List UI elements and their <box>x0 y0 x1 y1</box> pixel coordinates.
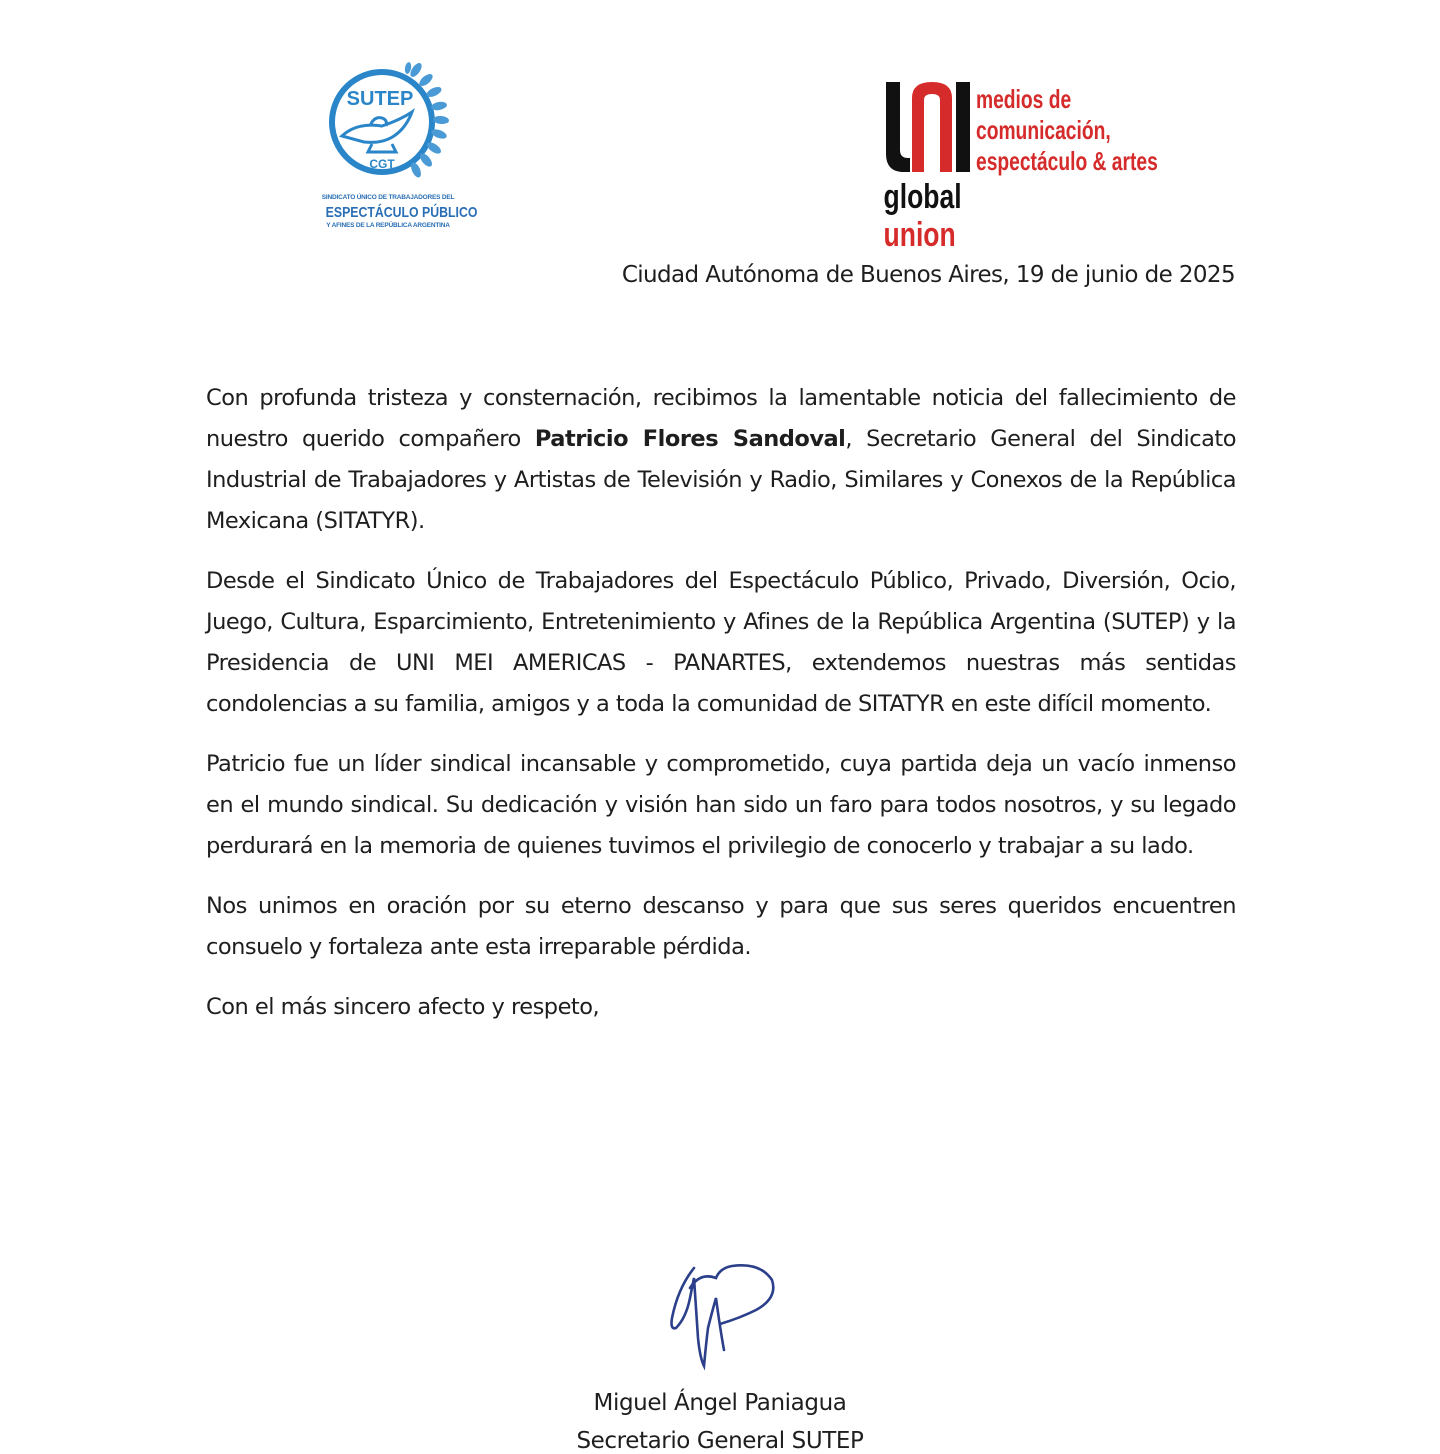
paragraph-1 <box>206 378 1236 542</box>
paragraph-1-end: , Secretario General del Sindicato Industrial de Trabajadores y Artistas de Televisión y Radio, Similares y Conexos de la República Mexicana (SITATYR). <box>206 426 1236 534</box>
uni-mark-word1: global <box>883 177 962 216</box>
uni-tagline-line1: medios de <box>976 84 1072 114</box>
uni-tagline-line3: espectáculo & artes <box>976 146 1158 176</box>
sutep-emblem-text: SUTEP <box>346 88 414 110</box>
uni-mark-word2: union <box>883 215 956 250</box>
handwritten-signature-icon <box>660 1258 785 1376</box>
paragraph-2: Desde el Sindicato Único de Trabajadores del Espectáculo Público, Privado, Diversión, Ocio, Juego, Cultura, Esparcimiento, Entretenimiento y Afines de la República Argentina (SUTEP) y la Presidencia de UNI MEI AMERICAS - PANARTES, extendemos nuestras más sentidas condolencias a su familia, amigos y a toda la comunidad de SITATYR en este difícil momento. <box>206 568 1236 717</box>
letter-date: Ciudad Autónoma de Buenos Aires, 19 de junio de 2025 <box>621 262 1235 288</box>
sutep-logo-line1: SINDICATO ÚNICO DE TRABAJADORES DEL <box>321 194 455 201</box>
sutep-logo-line2: ESPECTÁCULO PÚBLICO <box>325 204 478 221</box>
uni-tagline-line2: comunicación, <box>976 115 1111 145</box>
sutep-emblem-subtext: CGT <box>369 157 395 171</box>
letter-body <box>206 378 1236 1047</box>
sutep-logo-line3: Y AFINES DE LA REPÚBLICA ARGENTINA <box>326 222 450 229</box>
paragraph-1-start: Con profunda tristeza y consternación, recibimos la lamentable noticia del fallecimiento de nuestro querido compañero <box>206 385 1236 452</box>
paragraph-3: Patricio fue un líder sindical incansable y comprometido, cuya partida deja un vacío inmenso en el mundo sindical. Su dedicación y visión han sido un faro para todos nosotros, y su legado perdurará en la memoria de quienes tuvimos el privilegio de conocerlo y trabajar a su lado. <box>206 751 1236 859</box>
uni-global-union-logo-icon <box>882 80 974 250</box>
closing-line: Con el más sincero afecto y respeto, <box>206 994 600 1020</box>
signer-role: Secretario General SUTEP <box>576 1428 864 1454</box>
signer-name: Miguel Ángel Paniagua <box>593 1390 847 1416</box>
deceased-name: Patricio Flores Sandoval <box>534 426 846 452</box>
paragraph-4: Nos unimos en oración por su eterno descanso y para que sus seres queridos encuentren consuelo y fortaleza ante esta irreparable pérdida. <box>206 893 1236 960</box>
